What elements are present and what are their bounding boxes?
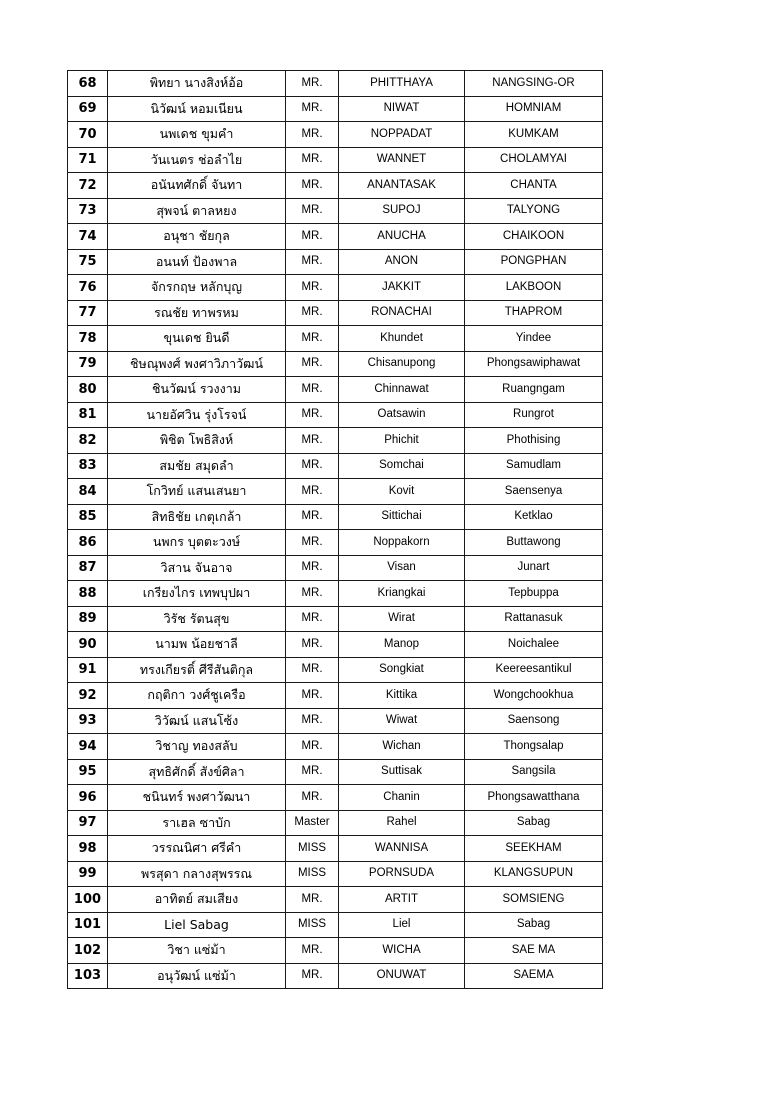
name-roster-table (67, 70, 603, 989)
last-name: Samudlam (465, 453, 603, 479)
row-number: 78 (68, 326, 108, 352)
title-prefix: MR. (286, 428, 339, 454)
row-number: 70 (68, 122, 108, 148)
title-prefix: MR. (286, 632, 339, 658)
thai-full-name: พิชิต โพธิสิงห์ (108, 428, 286, 454)
title-prefix: MR. (286, 555, 339, 581)
table-row (68, 683, 603, 709)
row-number: 85 (68, 504, 108, 530)
first-name: NOPPADAT (339, 122, 465, 148)
last-name: Keereesantikul (465, 657, 603, 683)
first-name: Wichan (339, 734, 465, 760)
table-row (68, 122, 603, 148)
title-prefix: MR. (286, 147, 339, 173)
title-prefix: MR. (286, 683, 339, 709)
title-prefix: MR. (286, 963, 339, 989)
row-number: 102 (68, 938, 108, 964)
row-number: 99 (68, 861, 108, 887)
first-name: Khundet (339, 326, 465, 352)
last-name: KUMKAM (465, 122, 603, 148)
first-name: RONACHAI (339, 300, 465, 326)
row-number: 90 (68, 632, 108, 658)
title-prefix: MR. (286, 300, 339, 326)
thai-full-name: สุทธิศักดิ์ สังข์ศิลา (108, 759, 286, 785)
last-name: PONGPHAN (465, 249, 603, 275)
first-name: Kovit (339, 479, 465, 505)
table-row (68, 275, 603, 301)
title-prefix: MR. (286, 326, 339, 352)
thai-full-name: พิทยา นางสิงห์อ้อ (108, 71, 286, 97)
last-name: KLANGSUPUN (465, 861, 603, 887)
title-prefix: MR. (286, 530, 339, 556)
last-name: LAKBOON (465, 275, 603, 301)
last-name: CHANTA (465, 173, 603, 199)
last-name: HOMNIAM (465, 96, 603, 122)
thai-full-name: ชินวัฒน์ รวงงาม (108, 377, 286, 403)
first-name: ANANTASAK (339, 173, 465, 199)
first-name: WANNISA (339, 836, 465, 862)
first-name: WICHA (339, 938, 465, 964)
first-name: Liel (339, 912, 465, 938)
table-row (68, 657, 603, 683)
last-name: THAPROM (465, 300, 603, 326)
thai-full-name: พรสุดา กลางสุพรรณ (108, 861, 286, 887)
thai-full-name: สุพจน์ ตาลหยง (108, 198, 286, 224)
first-name: Wirat (339, 606, 465, 632)
title-prefix: MR. (286, 453, 339, 479)
first-name: Chisanupong (339, 351, 465, 377)
title-prefix: MR. (286, 198, 339, 224)
row-number: 95 (68, 759, 108, 785)
first-name: Phichit (339, 428, 465, 454)
thai-full-name: สมชัย สมุดลำ (108, 453, 286, 479)
first-name: Manop (339, 632, 465, 658)
thai-full-name: นพเดช ขุมคำ (108, 122, 286, 148)
title-prefix: MR. (286, 708, 339, 734)
title-prefix: MR. (286, 275, 339, 301)
row-number: 89 (68, 606, 108, 632)
thai-full-name: วิรัช รัตนสุข (108, 606, 286, 632)
title-prefix: MR. (286, 71, 339, 97)
row-number: 75 (68, 249, 108, 275)
thai-full-name: วรรณนิศา ศรีคำ (108, 836, 286, 862)
last-name: Ruangngam (465, 377, 603, 403)
thai-full-name: ทรงเกียรติ์ ศีรีสันติกุล (108, 657, 286, 683)
last-name: Rungrot (465, 402, 603, 428)
thai-full-name: ชิษณุพงศ์ พงศาวิภาวัฒน์ (108, 351, 286, 377)
table-row (68, 173, 603, 199)
title-prefix: MR. (286, 249, 339, 275)
row-number: 69 (68, 96, 108, 122)
table-row (68, 479, 603, 505)
thai-full-name: เกรียงไกร เทพบุปผา (108, 581, 286, 607)
title-prefix: Master (286, 810, 339, 836)
first-name: PHITTHAYA (339, 71, 465, 97)
row-number: 103 (68, 963, 108, 989)
title-prefix: MISS (286, 836, 339, 862)
title-prefix: MISS (286, 912, 339, 938)
row-number: 81 (68, 402, 108, 428)
table-row (68, 938, 603, 964)
first-name: PORNSUDA (339, 861, 465, 887)
first-name: Sittichai (339, 504, 465, 530)
first-name: ANUCHA (339, 224, 465, 250)
first-name: Kittika (339, 683, 465, 709)
row-number: 87 (68, 555, 108, 581)
thai-full-name: กฤติกา วงศ์ชูเครือ (108, 683, 286, 709)
last-name: Phongsawatthana (465, 785, 603, 811)
title-prefix: MR. (286, 785, 339, 811)
thai-full-name: นายอัศวิน รุ่งโรจน์ (108, 402, 286, 428)
last-name: Sabag (465, 810, 603, 836)
title-prefix: MR. (286, 887, 339, 913)
table-row (68, 963, 603, 989)
table-row (68, 224, 603, 250)
table-row (68, 428, 603, 454)
thai-full-name: นิวัฒน์ หอมเนียน (108, 96, 286, 122)
title-prefix: MR. (286, 96, 339, 122)
table-row (68, 759, 603, 785)
last-name: SOMSIENG (465, 887, 603, 913)
row-number: 71 (68, 147, 108, 173)
thai-full-name: วันเนตร ช่อลำไย (108, 147, 286, 173)
row-number: 77 (68, 300, 108, 326)
row-number: 84 (68, 479, 108, 505)
first-name: Songkiat (339, 657, 465, 683)
thai-full-name: นพกร บุตตะวงษ์ (108, 530, 286, 556)
row-number: 101 (68, 912, 108, 938)
thai-full-name: ชนินทร์ พงศาวัฒนา (108, 785, 286, 811)
table-row (68, 581, 603, 607)
row-number: 82 (68, 428, 108, 454)
thai-full-name: สิทธิชัย เกตุเกล้า (108, 504, 286, 530)
last-name: Saensenya (465, 479, 603, 505)
table-row (68, 836, 603, 862)
table-row (68, 351, 603, 377)
row-number: 92 (68, 683, 108, 709)
table-row (68, 912, 603, 938)
first-name: ONUWAT (339, 963, 465, 989)
thai-full-name: วิสาน จันอาจ (108, 555, 286, 581)
table-row (68, 606, 603, 632)
title-prefix: MR. (286, 504, 339, 530)
last-name: Noichalee (465, 632, 603, 658)
row-number: 76 (68, 275, 108, 301)
row-number: 93 (68, 708, 108, 734)
last-name: Phothising (465, 428, 603, 454)
table-row (68, 377, 603, 403)
last-name: Ketklao (465, 504, 603, 530)
last-name: Yindee (465, 326, 603, 352)
table-row (68, 453, 603, 479)
last-name: CHOLAMYAI (465, 147, 603, 173)
row-number: 74 (68, 224, 108, 250)
table-row (68, 887, 603, 913)
last-name: CHAIKOON (465, 224, 603, 250)
first-name: Suttisak (339, 759, 465, 785)
first-name: ARTIT (339, 887, 465, 913)
row-number: 79 (68, 351, 108, 377)
table-row (68, 71, 603, 97)
table-row (68, 402, 603, 428)
last-name: Thongsalap (465, 734, 603, 760)
title-prefix: MR. (286, 377, 339, 403)
title-prefix: MR. (286, 581, 339, 607)
row-number: 80 (68, 377, 108, 403)
table-row (68, 504, 603, 530)
last-name: SEEKHAM (465, 836, 603, 862)
thai-full-name: ขุนเดช ยินดี (108, 326, 286, 352)
table-row (68, 147, 603, 173)
thai-full-name: อนุชา ชัยกุล (108, 224, 286, 250)
row-number: 88 (68, 581, 108, 607)
first-name: Rahel (339, 810, 465, 836)
thai-full-name: นามพ น้อยชาลี (108, 632, 286, 658)
table-row (68, 96, 603, 122)
thai-full-name: ราเฮล ซาบัก (108, 810, 286, 836)
title-prefix: MR. (286, 938, 339, 964)
table-row (68, 708, 603, 734)
first-name: WANNET (339, 147, 465, 173)
first-name: Oatsawin (339, 402, 465, 428)
thai-full-name: วิชา แซ่ม้า (108, 938, 286, 964)
row-number: 73 (68, 198, 108, 224)
last-name: SAE MA (465, 938, 603, 964)
row-number: 72 (68, 173, 108, 199)
title-prefix: MR. (286, 173, 339, 199)
last-name: Tepbuppa (465, 581, 603, 607)
title-prefix: MR. (286, 402, 339, 428)
row-number: 98 (68, 836, 108, 862)
first-name: Chanin (339, 785, 465, 811)
first-name: Chinnawat (339, 377, 465, 403)
roster-body (68, 71, 603, 989)
last-name: SAEMA (465, 963, 603, 989)
thai-full-name: รณชัย ทาพรหม (108, 300, 286, 326)
first-name: JAKKIT (339, 275, 465, 301)
last-name: Saensong (465, 708, 603, 734)
table-row (68, 198, 603, 224)
table-row (68, 785, 603, 811)
table-row (68, 555, 603, 581)
first-name: Noppakorn (339, 530, 465, 556)
first-name: Wiwat (339, 708, 465, 734)
thai-full-name: วิวัฒน์ แสนโซ้ง (108, 708, 286, 734)
title-prefix: MR. (286, 351, 339, 377)
table-row (68, 810, 603, 836)
row-number: 91 (68, 657, 108, 683)
thai-full-name: Liel Sabag (108, 912, 286, 938)
row-number: 100 (68, 887, 108, 913)
table-row (68, 861, 603, 887)
thai-full-name: อนันทศักดิ์ จันทา (108, 173, 286, 199)
last-name: Phongsawiphawat (465, 351, 603, 377)
row-number: 96 (68, 785, 108, 811)
last-name: TALYONG (465, 198, 603, 224)
first-name: NIWAT (339, 96, 465, 122)
row-number: 97 (68, 810, 108, 836)
table-row (68, 300, 603, 326)
thai-full-name: อนุวัฒน์ แซ่ม้า (108, 963, 286, 989)
first-name: Somchai (339, 453, 465, 479)
last-name: Rattanasuk (465, 606, 603, 632)
thai-full-name: จักรกฤษ หลักบุญ (108, 275, 286, 301)
last-name: Wongchookhua (465, 683, 603, 709)
title-prefix: MR. (286, 479, 339, 505)
first-name: ANON (339, 249, 465, 275)
title-prefix: MR. (286, 657, 339, 683)
first-name: SUPOJ (339, 198, 465, 224)
title-prefix: MR. (286, 759, 339, 785)
title-prefix: MR. (286, 606, 339, 632)
last-name: NANGSING-OR (465, 71, 603, 97)
last-name: Junart (465, 555, 603, 581)
title-prefix: MISS (286, 861, 339, 887)
first-name: Kriangkai (339, 581, 465, 607)
table-row (68, 530, 603, 556)
thai-full-name: วิชาญ ทองสลับ (108, 734, 286, 760)
last-name: Buttawong (465, 530, 603, 556)
thai-full-name: โกวิทย์ แสนเสนยา (108, 479, 286, 505)
thai-full-name: อาทิตย์ สมเสียง (108, 887, 286, 913)
row-number: 83 (68, 453, 108, 479)
first-name: Visan (339, 555, 465, 581)
row-number: 94 (68, 734, 108, 760)
thai-full-name: อนนท์ ป้องพาล (108, 249, 286, 275)
row-number: 86 (68, 530, 108, 556)
last-name: Sangsila (465, 759, 603, 785)
title-prefix: MR. (286, 122, 339, 148)
row-number: 68 (68, 71, 108, 97)
table-row (68, 326, 603, 352)
table-row (68, 734, 603, 760)
title-prefix: MR. (286, 224, 339, 250)
table-row (68, 249, 603, 275)
last-name: Sabag (465, 912, 603, 938)
title-prefix: MR. (286, 734, 339, 760)
table-row (68, 632, 603, 658)
